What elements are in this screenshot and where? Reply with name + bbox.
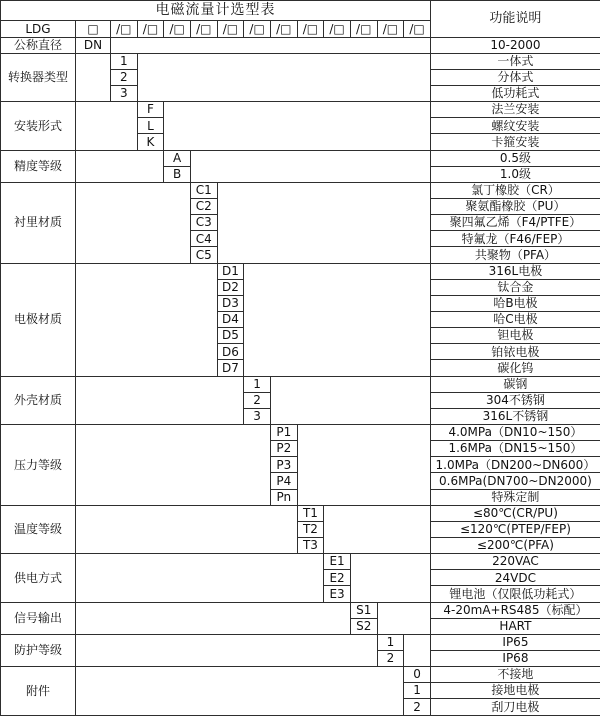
option-code-cell: A xyxy=(164,150,191,166)
function-desc-cell: 接地电极 xyxy=(430,683,600,699)
function-desc-cell: 聚四氟乙烯（F4/PTFE） xyxy=(430,215,600,231)
group-label: 附件 xyxy=(1,667,76,716)
option-code-cell: P1 xyxy=(270,424,297,440)
option-code-cell: D1 xyxy=(217,263,244,279)
function-desc-cell: 铂铱电极 xyxy=(430,344,600,360)
function-desc-cell: 卡箍安装 xyxy=(430,134,600,150)
option-code-cell: S1 xyxy=(350,602,377,618)
group-label: 信号输出 xyxy=(1,602,76,634)
table-row xyxy=(1,37,600,53)
spacer-cell xyxy=(76,102,138,150)
option-code-cell: E2 xyxy=(324,570,351,586)
option-code-cell: 3 xyxy=(111,86,138,102)
function-desc-cell: 哈C电极 xyxy=(430,311,600,327)
model-slot-cell: /□ xyxy=(244,21,271,37)
option-code-cell: 2 xyxy=(404,699,431,716)
table-row xyxy=(1,263,600,279)
option-code-cell: L xyxy=(137,118,164,134)
option-code-cell: C5 xyxy=(190,247,217,263)
table-row xyxy=(1,1,600,21)
spacer-cell xyxy=(76,263,218,376)
function-column-header: 功能说明 xyxy=(430,1,600,38)
spacer-cell xyxy=(217,182,430,263)
spacer-cell xyxy=(111,37,431,53)
function-desc-cell: 锂电池（仅限低功耗式） xyxy=(430,586,600,602)
option-code-cell: D6 xyxy=(217,344,244,360)
group-label: 防护等级 xyxy=(1,634,76,666)
spacer-cell xyxy=(76,376,244,424)
function-desc-cell: 1.0级 xyxy=(430,166,600,182)
option-code-cell: 1 xyxy=(404,683,431,699)
function-desc-cell: 聚氨酯橡胶（PU） xyxy=(430,199,600,215)
option-code-cell: P3 xyxy=(270,457,297,473)
option-code-cell: 1 xyxy=(377,634,404,650)
model-slot-cell: /□ xyxy=(350,21,377,37)
spacer-cell xyxy=(76,150,164,182)
function-desc-cell: 220VAC xyxy=(430,554,600,570)
option-code-cell: 3 xyxy=(244,408,271,424)
spacer-cell xyxy=(297,424,430,505)
table-row xyxy=(1,505,600,521)
table-row xyxy=(1,376,600,392)
function-desc-cell: 一体式 xyxy=(430,53,600,69)
model-slot-cell: /□ xyxy=(137,21,164,37)
option-code-cell: 1 xyxy=(244,376,271,392)
option-code-cell: T1 xyxy=(297,505,324,521)
option-code-cell: D7 xyxy=(217,360,244,376)
function-desc-cell: 不接地 xyxy=(430,667,600,683)
function-desc-cell: 1.6MPa（DN15~150） xyxy=(430,441,600,457)
function-desc-cell: 1.0MPa（DN200~DN600） xyxy=(430,457,600,473)
option-code-cell: 2 xyxy=(377,650,404,666)
function-desc-cell: 316L不锈钢 xyxy=(430,408,600,424)
function-desc-cell: 刮刀电极 xyxy=(430,699,600,716)
option-code-cell: 2 xyxy=(111,69,138,85)
group-label: 供电方式 xyxy=(1,554,76,602)
option-code-cell: C1 xyxy=(190,182,217,198)
table-row xyxy=(1,634,600,650)
group-label: 精度等级 xyxy=(1,150,76,182)
function-desc-cell: 24VDC xyxy=(430,570,600,586)
model-slot-cell: /□ xyxy=(297,21,324,37)
group-label: 转换器类型 xyxy=(1,53,76,101)
option-code-cell: C2 xyxy=(190,199,217,215)
function-desc-cell: 共聚物（PFA） xyxy=(430,247,600,263)
model-slot-cell: /□ xyxy=(217,21,244,37)
function-desc-cell: 低功耗式 xyxy=(430,86,600,102)
spacer-cell xyxy=(76,634,378,666)
spacer-cell xyxy=(76,53,111,101)
function-desc-cell: 螺纹安装 xyxy=(430,118,600,134)
option-code-cell: D3 xyxy=(217,295,244,311)
option-code-cell: 2 xyxy=(244,392,271,408)
option-code-cell: F xyxy=(137,102,164,118)
model-slot-cell: /□ xyxy=(324,21,351,37)
spacer-cell xyxy=(377,602,430,634)
group-label: 衬里材质 xyxy=(1,182,76,263)
model-slot-cell: /□ xyxy=(190,21,217,37)
option-code-cell: S2 xyxy=(350,618,377,634)
spacer-cell xyxy=(76,602,351,634)
option-code-cell: DN xyxy=(76,37,111,53)
table-row xyxy=(1,602,600,618)
function-desc-cell: 0.6MPa(DN700~DN2000) xyxy=(430,473,600,489)
table-row xyxy=(1,102,600,118)
table-row xyxy=(1,53,600,69)
group-label: 温度等级 xyxy=(1,505,76,553)
option-code-cell: E3 xyxy=(324,586,351,602)
option-code-cell: 1 xyxy=(111,53,138,69)
function-desc-cell: 钽电极 xyxy=(430,328,600,344)
option-code-cell: P2 xyxy=(270,441,297,457)
spacer-cell xyxy=(76,505,298,553)
option-code-cell: E1 xyxy=(324,554,351,570)
function-desc-cell: 氯丁橡胶（CR） xyxy=(430,182,600,198)
model-box-cell: □ xyxy=(76,21,111,37)
function-desc-cell: 哈B电极 xyxy=(430,295,600,311)
option-code-cell: C3 xyxy=(190,215,217,231)
spacer-cell xyxy=(404,634,431,666)
spacer-cell xyxy=(350,554,430,602)
option-code-cell: B xyxy=(164,166,191,182)
group-label: 压力等级 xyxy=(1,424,76,505)
option-code-cell: D2 xyxy=(217,279,244,295)
model-slot-cell: /□ xyxy=(404,21,431,37)
option-code-cell: C4 xyxy=(190,231,217,247)
function-desc-cell: IP65 xyxy=(430,634,600,650)
function-desc-cell: IP68 xyxy=(430,650,600,666)
table-row xyxy=(1,182,600,198)
spacer-cell xyxy=(76,424,271,505)
function-desc-cell: 钛合金 xyxy=(430,279,600,295)
function-desc-cell: 316L电极 xyxy=(430,263,600,279)
table-row xyxy=(1,150,600,166)
spacer-cell xyxy=(324,505,431,553)
table-row xyxy=(1,554,600,570)
function-desc-cell: 4-20mA+RS485（标配） xyxy=(430,602,600,618)
function-desc-cell: 0.5级 xyxy=(430,150,600,166)
model-slot-cell: /□ xyxy=(377,21,404,37)
function-desc-cell: 法兰安装 xyxy=(430,102,600,118)
option-code-cell: P4 xyxy=(270,473,297,489)
group-label: 电极材质 xyxy=(1,263,76,376)
model-prefix-cell: LDG xyxy=(1,21,76,37)
table-row xyxy=(1,424,600,440)
model-slot-cell: /□ xyxy=(164,21,191,37)
option-code-cell: D5 xyxy=(217,328,244,344)
spacer-cell xyxy=(76,667,404,716)
model-slot-cell: /□ xyxy=(270,21,297,37)
function-desc-cell: 碳化钨 xyxy=(430,360,600,376)
group-label: 安装形式 xyxy=(1,102,76,150)
function-desc-cell: 10-2000 xyxy=(430,37,600,53)
group-label: 公称直径 xyxy=(1,37,76,53)
spacer-cell xyxy=(137,53,430,101)
option-code-cell: D4 xyxy=(217,311,244,327)
option-code-cell: Pn xyxy=(270,489,297,505)
function-desc-cell: ≤120℃(PTEP/FEP) xyxy=(430,521,600,537)
option-code-cell: T2 xyxy=(297,521,324,537)
spacer-cell xyxy=(244,263,431,376)
function-desc-cell: 304不锈钢 xyxy=(430,392,600,408)
table-row xyxy=(1,667,600,683)
function-desc-cell: 分体式 xyxy=(430,69,600,85)
spacer-cell xyxy=(190,150,430,182)
option-code-cell: K xyxy=(137,134,164,150)
function-desc-cell: 特氟龙（F46/FEP） xyxy=(430,231,600,247)
function-desc-cell: HART xyxy=(430,618,600,634)
group-label: 外壳材质 xyxy=(1,376,76,424)
function-desc-cell: ≤80℃(CR/PU) xyxy=(430,505,600,521)
spacer-cell xyxy=(76,182,191,263)
spacer-cell xyxy=(76,554,324,602)
function-desc-cell: 碳钢 xyxy=(430,376,600,392)
function-desc-cell: 4.0MPa（DN10~150） xyxy=(430,424,600,440)
spacer-cell xyxy=(164,102,431,150)
function-desc-cell: 特殊定制 xyxy=(430,489,600,505)
option-code-cell: T3 xyxy=(297,537,324,553)
spacer-cell xyxy=(270,376,430,424)
table-title: 电磁流量计选型表 xyxy=(1,1,431,21)
option-code-cell: 0 xyxy=(404,667,431,683)
model-slot-cell: /□ xyxy=(111,21,138,37)
function-desc-cell: ≤200℃(PFA) xyxy=(430,537,600,553)
